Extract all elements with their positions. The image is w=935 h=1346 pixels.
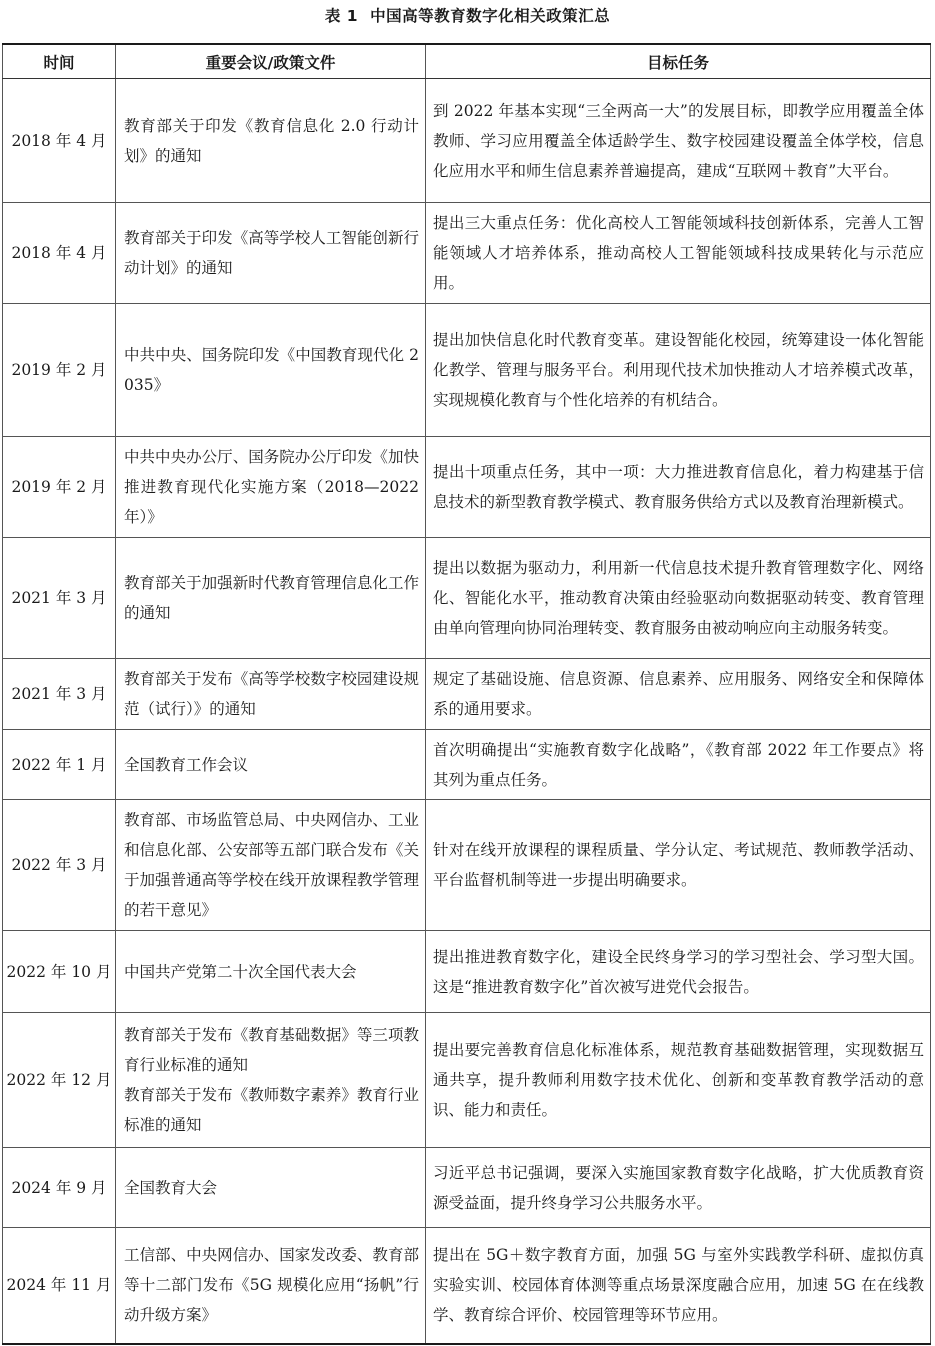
cell-time: 2018 年 4 月 (3, 203, 116, 304)
cell-time: 2019 年 2 月 (3, 304, 116, 437)
cell-document (116, 1148, 426, 1228)
cell-time: 2024 年 9 月 (3, 1148, 116, 1228)
document-line: 教育部、市场监管总局、中央网信办、工业和信息化部、公安部等五部门联合发布《关于加强普通高等学校在线开放课程教学管理的若干意见》 (124, 811, 419, 919)
cell-document (116, 437, 426, 538)
cell-task: 习近平总书记强调，要深入实施国家教育数字化战略，扩大优质教育资源受益面，提升终身学习公共服务水平。 (426, 1148, 931, 1228)
document-line: 教育部关于印发《教育信息化 2.0 行动计划》的通知 (124, 116, 419, 165)
table-row (3, 800, 931, 931)
table-row (3, 437, 931, 538)
cell-time: 2018 年 4 月 (3, 79, 116, 203)
table-number: 表 1 (324, 7, 359, 25)
document-line: 中国共产党第二十次全国代表大会 (124, 962, 357, 981)
table-row (3, 1013, 931, 1148)
document-line: 教育部关于发布《教师数字素养》教育行业标准的通知 (124, 1086, 419, 1134)
document-line: 中共中央办公厅、国务院办公厅印发《加快推进教育现代化实施方案（2018—2022 年）》 (124, 448, 419, 526)
cell-document (116, 203, 426, 304)
document-line: 全国教育大会 (124, 1178, 218, 1197)
cell-task: 提出推进教育数字化，建设全民终身学习的学习型社会、学习型大国。这是“推进教育数字化”首次被写进党代会报告。 (426, 931, 931, 1013)
cell-document (116, 538, 426, 659)
cell-time: 2019 年 2 月 (3, 437, 116, 538)
table-row (3, 1148, 931, 1228)
cell-task: 规定了基础设施、信息资源、信息素养、应用服务、网络安全和保障体系的通用要求。 (426, 659, 931, 730)
cell-task: 提出在 5G＋数字教育方面，加强 5G 与室外实践教学科研、虚拟仿真实验实训、校园体育体测等重点场景深度融合应用，加速 5G 在在线教学、教育综合评价、校园管理等环节应用。 (426, 1228, 931, 1344)
policy-table (2, 43, 931, 1345)
document-line: 教育部关于加强新时代教育管理信息化工作的通知 (124, 574, 419, 622)
document-line: 教育部关于发布《高等学校数字校园建设规范（试行）》的通知 (124, 670, 419, 718)
cell-task: 提出加快信息化时代教育变革。建设智能化校园，统筹建设一体化智能化教学、管理与服务平台。利用现代技术加快推动人才培养模式改革，实现规模化教育与个性化培养的有机结合。 (426, 304, 931, 437)
table-row (3, 730, 931, 800)
document-line: 教育部关于印发《高等学校人工智能创新行动计划》的通知 (124, 229, 419, 277)
header-task: 目标任务 (426, 44, 931, 79)
table-row (3, 538, 931, 659)
cell-time: 2021 年 3 月 (3, 538, 116, 659)
cell-document (116, 304, 426, 437)
cell-document (116, 1228, 426, 1344)
table-row (3, 659, 931, 730)
table-row (3, 79, 931, 203)
cell-task: 提出十项重点任务，其中一项：大力推进教育信息化，着力构建基于信息技术的新型教育教学模式、教育服务供给方式以及教育治理新模式。 (426, 437, 931, 538)
table-row (3, 304, 931, 437)
cell-time: 2022 年 12 月 (3, 1013, 116, 1148)
cell-document (116, 659, 426, 730)
cell-document (116, 79, 426, 203)
cell-time: 2024 年 11 月 (3, 1228, 116, 1344)
header-document: 重要会议/政策文件 (116, 44, 426, 79)
table-title (0, 5, 935, 27)
cell-document (116, 1013, 426, 1148)
cell-time: 2022 年 1 月 (3, 730, 116, 800)
cell-task: 提出要完善教育信息化标准体系，规范教育基础数据管理，实现数据互通共享，提升教师利用数字技术优化、创新和变革教育教学活动的意识、能力和责任。 (426, 1013, 931, 1148)
document-line: 教育部关于发布《教育基础数据》等三项教育行业标准的通知 (124, 1026, 419, 1074)
cell-document (116, 931, 426, 1013)
table-caption: 中国高等教育数字化相关政策汇总 (370, 7, 611, 25)
document-line: 全国教育工作会议 (124, 755, 249, 774)
cell-time: 2022 年 10 月 (3, 931, 116, 1013)
cell-task: 提出以数据为驱动力，利用新一代信息技术提升教育管理数字化、网络化、智能化水平，推动教育决策由经验驱动向数据驱动转变、教育管理由单向管理向协同治理转变、教育服务由被动响应向主动服务转变。 (426, 538, 931, 659)
table-row (3, 931, 931, 1013)
header-row (3, 44, 931, 79)
cell-time: 2021 年 3 月 (3, 659, 116, 730)
cell-task: 提出三大重点任务：优化高校人工智能领域科技创新体系，完善人工智能领域人才培养体系，推动高校人工智能领域科技成果转化与示范应用。 (426, 203, 931, 304)
table-row (3, 203, 931, 304)
cell-task: 首次明确提出“实施教育数字化战略”，《教育部 2022 年工作要点》将其列为重点任务。 (426, 730, 931, 800)
document-line: 中共中央、国务院印发《中国教育现代化 2035》 (124, 346, 419, 394)
document-line: 工信部、中央网信办、国家发改委、教育部等十二部门发布《5G 规模化应用“扬帆”行动升级方案》 (124, 1246, 419, 1325)
header-time: 时间 (3, 44, 116, 79)
cell-task: 到 2022 年基本实现“三全两高一大”的发展目标，即教学应用覆盖全体教师、学习应用覆盖全体适龄学生、数字校园建设覆盖全体学校，信息化应用水平和师生信息素养普遍提高，建成“互联网＋教育”大平台。 (426, 79, 931, 203)
table-row (3, 1228, 931, 1344)
cell-task: 针对在线开放课程的课程质量、学分认定、考试规范、教师教学活动、平台监督机制等进一步提出明确要求。 (426, 800, 931, 931)
cell-document (116, 730, 426, 800)
cell-time: 2022 年 3 月 (3, 800, 116, 931)
cell-document (116, 800, 426, 931)
